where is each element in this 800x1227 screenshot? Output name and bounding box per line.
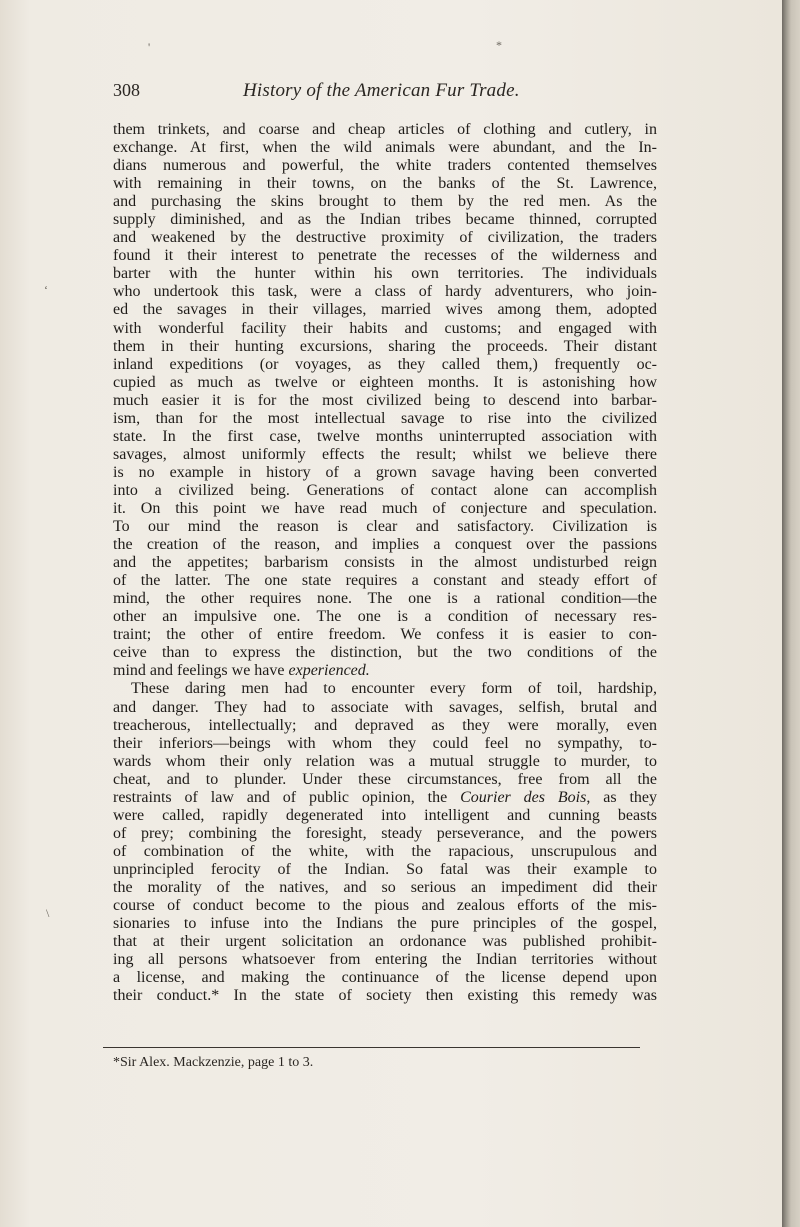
text-line: the morality of the natives, and so serious an impediment did their: [113, 878, 657, 896]
body-text: [113, 121, 657, 1005]
text-line: treacherous, intellectually; and depraved as they were morally, even: [113, 716, 657, 734]
text-line: inland expeditions (or voyages, as they called them,) frequently oc-: [113, 355, 657, 373]
text-line: it. On this point we have read much of conjecture and speculation.: [113, 499, 657, 517]
text-line-start: restraints of law and of public opinion, the: [113, 788, 461, 806]
text-line: who undertook this task, were a class of hardy adventurers, who join-: [113, 283, 657, 301]
text-line-end: , as they: [586, 788, 657, 806]
paragraph-first-line: These daring men had to encounter every form of toil, hardship,: [131, 680, 657, 698]
paper-speck: \: [46, 906, 50, 920]
footnote-rule: [103, 1047, 640, 1048]
text-line: a license, and making the continuance of the license depend upon: [113, 969, 657, 987]
text-line: with wonderful facility their habits and customs; and engaged with: [113, 319, 657, 337]
text-line: ceive than to express the distinction, but the two conditions of the: [113, 644, 657, 662]
page-header: [113, 80, 653, 110]
text-line-start: mind and feelings we have: [113, 662, 289, 680]
text-line: cupied as much as twelve or eighteen months. It is astonishing how: [113, 373, 657, 391]
text-line: that at their urgent solicitation an ordonance was published prohibit-: [113, 933, 657, 951]
text-line: ed the savages in their villages, married wives among them, adopted: [113, 301, 657, 319]
text-line: savages, almost uniformly effects the result; whilst we believe there: [113, 445, 657, 463]
text-line: into a civilized being. Generations of contact alone can accomplish: [113, 481, 657, 499]
text-line: them in their hunting excursions, sharing the proceeds. Their distant: [113, 337, 657, 355]
text-line: wards whom their only relation was a mutual struggle to murder, to: [113, 752, 657, 770]
text-line: To our mind the reason is clear and satisfactory. Civilization is: [113, 518, 657, 536]
text-line: their conduct.* In the state of society then existing this remedy was: [113, 987, 657, 1005]
page-number: 308: [113, 80, 140, 100]
text-line: state. In the first case, twelve months uninterrupted association with: [113, 427, 657, 445]
emphasized-term: Courier des Bois: [460, 788, 587, 806]
text-line: is no example in history of a grown savage having been converted: [113, 463, 657, 481]
text-line: cheat, and to plunder. Under these circumstances, free from all the: [113, 770, 657, 788]
text-line: mind, the other requires none. The one is a rational condition—the: [113, 590, 657, 608]
text-line: of prey; combining the foresight, steady perseverance, and the powers: [113, 824, 657, 842]
text-line: them trinkets, and coarse and cheap articles of clothing and cutlery, in: [113, 121, 657, 138]
text-line: other an impulsive one. The one is a condition of necessary res-: [113, 608, 657, 626]
text-line: were called, rapidly degenerated into intelligent and cunning beasts: [113, 806, 657, 824]
text-line: and weakened by the destructive proximity of civilization, the traders: [113, 229, 657, 247]
text-line: their inferiors—beings with whom they could feel no sympathy, to-: [113, 734, 657, 752]
text-line: and the appetites; barbarism consists in the almost undisturbed reign: [113, 554, 657, 572]
text-line: much easier it is for the most civilized being to descend into barbar-: [113, 391, 657, 409]
footnote: *Sir Alex. Mackzenzie, page 1 to 3.: [113, 1055, 314, 1070]
page-edge: [782, 0, 800, 1227]
text-line: with remaining in their towns, on the banks of the St. Lawrence,: [113, 175, 657, 193]
text-line: of the latter. The one state requires a constant and steady effort of: [113, 572, 657, 590]
text-line: [113, 789, 657, 807]
text-line: supply diminished, and as the Indian tribes became thinned, corrupted: [113, 211, 657, 229]
text-line: sionaries to infuse into the Indians the pure principles of the gospel,: [113, 915, 657, 933]
text-line: the creation of the reason, and implies a conquest over the passions: [113, 536, 657, 554]
text-line: ing all persons whatsoever from entering the Indian territories without: [113, 951, 657, 969]
text-line: found it their interest to penetrate the recesses of the wilderness and: [113, 247, 657, 265]
emphasized-word: experienced.: [288, 662, 370, 680]
text-line: traint; the other of entire freedom. We confess it is easier to con-: [113, 626, 657, 644]
paper-speck: *: [496, 38, 502, 52]
text-line: dians numerous and powerful, the white traders contented themselves: [113, 157, 657, 175]
text-line: course of conduct become to the pious and zealous efforts of the mis-: [113, 897, 657, 915]
paper-speck: ': [148, 40, 151, 54]
text-line: exchange. At first, when the wild animals were abundant, and the In-: [113, 139, 657, 157]
text-line: unprincipled ferocity of the Indian. So fatal was their example to: [113, 860, 657, 878]
text-line: [113, 662, 657, 680]
text-line: ism, than for the most intellectual savage to rise into the civilized: [113, 409, 657, 427]
text-line: and purchasing the skins brought to them by the red men. As the: [113, 193, 657, 211]
paper-speck: ‘: [44, 283, 48, 297]
text-line: of combination of the white, with the rapacious, unscrupulous and: [113, 842, 657, 860]
text-line: barter with the hunter within his own territories. The individuals: [113, 265, 657, 283]
text-line: and danger. They had to associate with savages, selfish, brutal and: [113, 698, 657, 716]
running-title: History of the American Fur Trade.: [243, 80, 520, 101]
